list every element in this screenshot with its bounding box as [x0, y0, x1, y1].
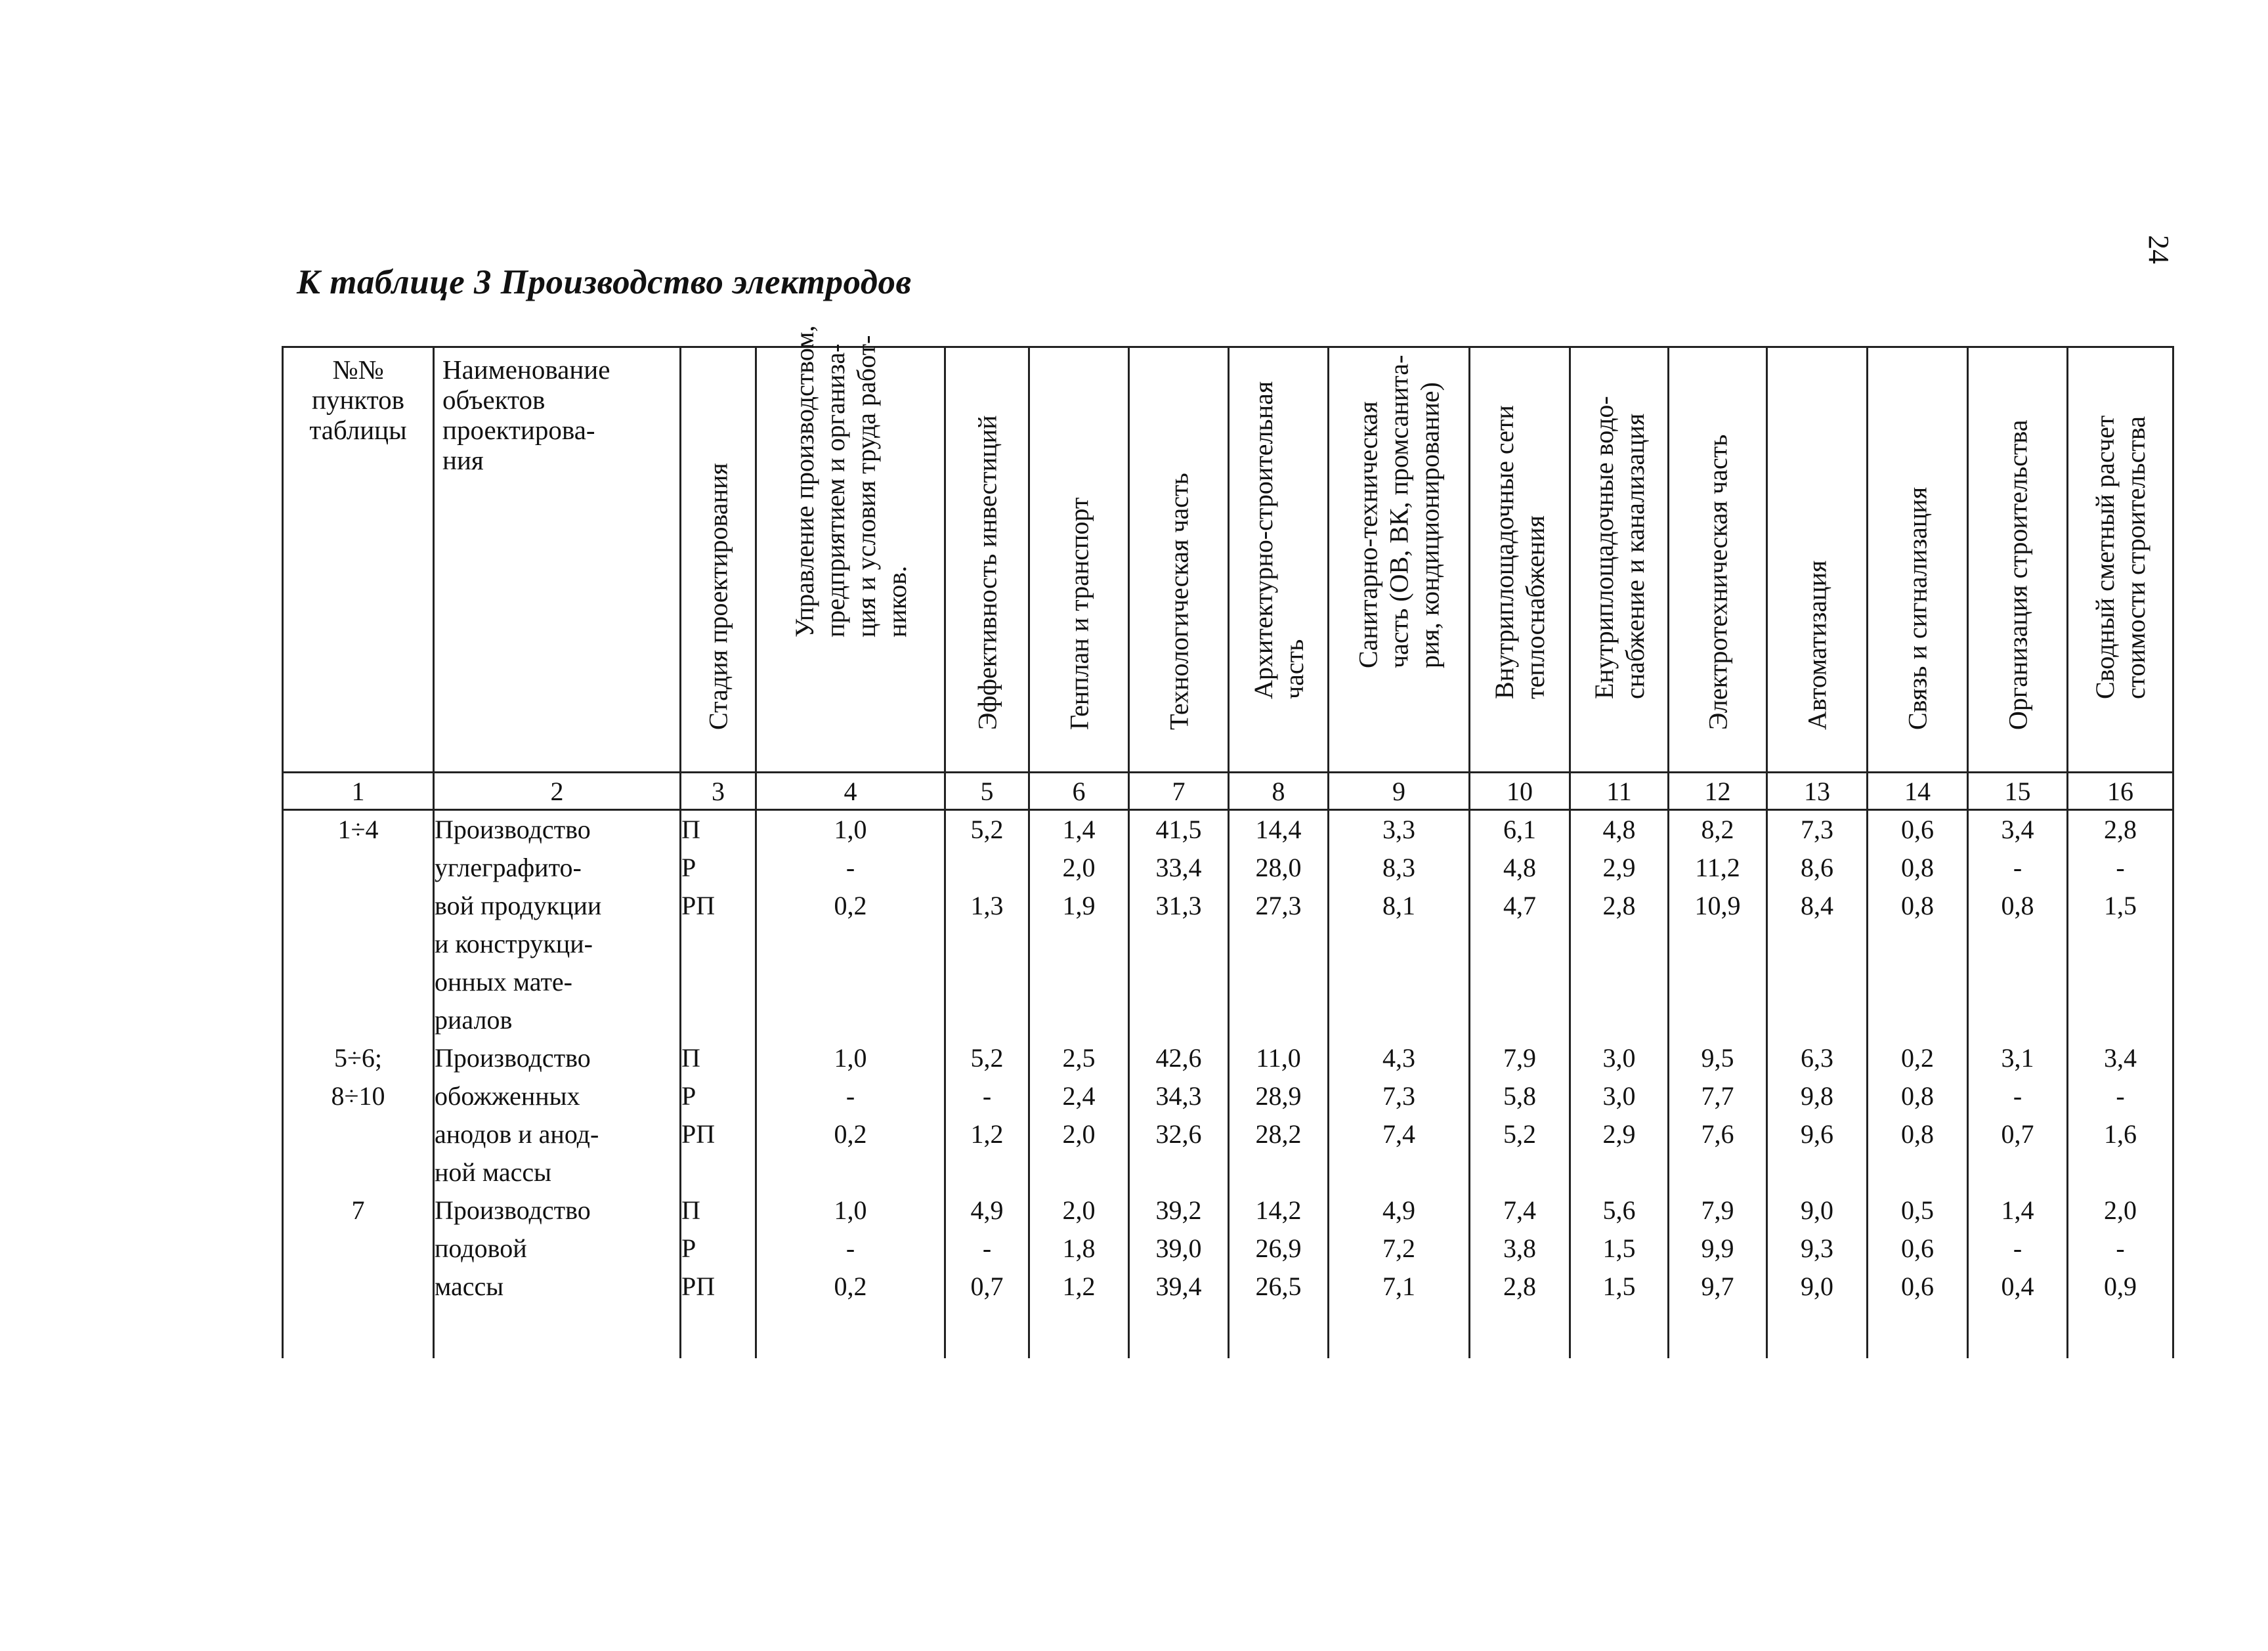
value: 3,0 [1602, 1043, 1636, 1073]
table-row [283, 810, 2173, 1040]
column-number: 3 [681, 773, 756, 810]
value: 3,3 [1382, 815, 1415, 844]
table-cell [1767, 1191, 1868, 1358]
table-cell [1470, 1039, 1570, 1191]
table-cell [945, 1039, 1029, 1191]
cost-distribution-table [282, 325, 2174, 1358]
object-name-line: анодов и анод- [435, 1119, 599, 1149]
value: 2,8 [1602, 891, 1636, 920]
page-title: К таблице 3 Производство электродов [297, 263, 912, 301]
header-label: Связь и сигнализация [1902, 486, 1933, 730]
value: 0,9 [2104, 1272, 2137, 1301]
design-stage: РП [681, 1119, 716, 1149]
value: 33,4 [1155, 853, 1202, 882]
value: 7,4 [1382, 1119, 1415, 1149]
value: 3,4 [2001, 815, 2034, 844]
header-cell [1470, 347, 1570, 773]
value: 3,0 [1602, 1081, 1636, 1111]
column-number: 8 [1229, 773, 1329, 810]
value: - [845, 853, 855, 882]
value: 1,0 [834, 1043, 867, 1073]
value: 2,9 [1602, 853, 1636, 882]
value: 4,8 [1602, 815, 1636, 844]
design-stage: П [681, 1043, 700, 1073]
header-cell [1129, 347, 1229, 773]
value: 7,7 [1701, 1081, 1734, 1111]
table-cell [1229, 1191, 1329, 1358]
value: 9,5 [1701, 1043, 1734, 1073]
column-number: 7 [1129, 773, 1229, 810]
value: 3,8 [1503, 1233, 1536, 1263]
value: 0,2 [1901, 1043, 1934, 1073]
header-cell [434, 347, 681, 773]
value: 2,0 [2104, 1195, 2137, 1225]
table-cell [756, 1191, 945, 1358]
header-label: Автоматизация [1802, 560, 1832, 730]
design-stage: Р [681, 1081, 696, 1111]
column-number: 2 [434, 773, 681, 810]
value: 2,0 [1062, 1119, 1096, 1149]
table-cell [756, 1039, 945, 1191]
value: 1,5 [1602, 1272, 1636, 1301]
value [946, 849, 1028, 887]
table-cell [1767, 810, 1868, 1040]
value: 28,0 [1255, 853, 1302, 882]
value: 9,0 [1801, 1195, 1833, 1225]
value: 31,3 [1155, 891, 1202, 920]
table-cell [1029, 1039, 1129, 1191]
value: 5,6 [1602, 1195, 1636, 1225]
value: 0,6 [1901, 1233, 1934, 1263]
header-label: Эффективность инвестиций [972, 415, 1002, 730]
value: 0,2 [834, 1119, 867, 1149]
value: 39,2 [1155, 1195, 1202, 1225]
value: 9,8 [1801, 1081, 1833, 1111]
table-cell [2068, 1191, 2173, 1358]
table-cell [1229, 810, 1329, 1040]
header-label: Архитектурно-строительная часть [1248, 381, 1309, 699]
table-cell [434, 1039, 681, 1191]
value: 7,2 [1382, 1233, 1415, 1263]
table-cell [945, 1191, 1029, 1358]
object-name-line: Производство [435, 1195, 591, 1225]
value: 1,8 [1062, 1233, 1096, 1263]
table-cell [1868, 1191, 1968, 1358]
page-number: 24 [2143, 235, 2175, 264]
object-name-line: риалов [435, 1005, 513, 1035]
object-name-line: и конструкци- [435, 929, 593, 958]
value: 28,2 [1255, 1119, 1302, 1149]
value: 2,9 [1602, 1119, 1636, 1149]
value: 9,3 [1801, 1233, 1833, 1263]
object-name-line: массы [435, 1272, 504, 1301]
value: 0,2 [834, 891, 867, 920]
table-cell [1968, 1191, 2068, 1358]
value: 27,3 [1255, 891, 1302, 920]
table-cell [1968, 1039, 2068, 1191]
value: - [2013, 853, 2022, 882]
column-number: 5 [945, 773, 1029, 810]
column-number: 16 [2068, 773, 2173, 810]
header-cell [2068, 347, 2173, 773]
value: 11,2 [1695, 853, 1740, 882]
value: 9,9 [1701, 1233, 1734, 1263]
value: 0,8 [1901, 1119, 1934, 1149]
value: - [2116, 853, 2125, 882]
value: 1,5 [1602, 1233, 1636, 1263]
header-label: Наименование объектов проектирова- ния [442, 354, 610, 475]
value: - [2013, 1081, 2022, 1111]
table-cell [1868, 1039, 1968, 1191]
value: 2,0 [1062, 853, 1096, 882]
value: 6,3 [1801, 1043, 1833, 1073]
value: 2,5 [1062, 1043, 1096, 1073]
header-cell [283, 347, 434, 773]
table-cell [1669, 810, 1767, 1040]
column-number: 4 [756, 773, 945, 810]
column-number: 9 [1329, 773, 1470, 810]
design-stage: П [681, 815, 700, 844]
column-number: 6 [1029, 773, 1129, 810]
value: 28,9 [1255, 1081, 1302, 1111]
value: 7,4 [1503, 1195, 1536, 1225]
header-label: Стадия проектирования [703, 463, 733, 730]
header-cell [1029, 347, 1129, 773]
value: 1,0 [834, 1195, 867, 1225]
table-cell [283, 1039, 434, 1191]
column-number: 12 [1669, 773, 1767, 810]
header-label: Санитарно-техническая часть (ОВ, ВК, промсанита- рия, кондиционирование) [1353, 354, 1445, 668]
value: 0,4 [2001, 1272, 2034, 1301]
value: 4,7 [1503, 891, 1536, 920]
table-cell [1129, 810, 1229, 1040]
column-number: 11 [1570, 773, 1669, 810]
table-cell [681, 810, 756, 1040]
value: 6,1 [1503, 815, 1536, 844]
value: 10,9 [1694, 891, 1741, 920]
value: 0,7 [2001, 1119, 2034, 1149]
table-cell [1669, 1191, 1767, 1358]
value: 8,3 [1382, 853, 1415, 882]
table-cell [1570, 1039, 1669, 1191]
object-name-line: углеграфито- [435, 853, 582, 882]
value: 1,2 [1062, 1272, 1096, 1301]
table-cell [1868, 810, 1968, 1040]
header-cell [1329, 347, 1470, 773]
header-label: Внутриплощадочные сети теплоснабжения [1489, 405, 1550, 699]
value: 8,4 [1801, 891, 1833, 920]
column-number-row [283, 773, 2173, 810]
value: 0,8 [1901, 853, 1934, 882]
value: 9,7 [1701, 1272, 1734, 1301]
design-stage: П [681, 1195, 700, 1225]
value: 41,5 [1155, 815, 1202, 844]
value: - [845, 1081, 855, 1111]
value: 7,3 [1801, 815, 1833, 844]
object-name-line: подовой [435, 1233, 527, 1263]
value: 7,9 [1701, 1195, 1734, 1225]
value: 0,5 [1901, 1195, 1934, 1225]
value: 4,9 [1382, 1195, 1415, 1225]
value: 5,8 [1503, 1081, 1536, 1111]
object-name-line: обожженных [435, 1081, 580, 1111]
item-number: 1÷4 [337, 815, 379, 844]
value: 42,6 [1155, 1043, 1202, 1073]
table-cell [434, 1191, 681, 1358]
value: 4,8 [1503, 853, 1536, 882]
column-number: 15 [1968, 773, 2068, 810]
table-cell [1470, 810, 1570, 1040]
value: 5,2 [970, 815, 1004, 844]
header-cell [1767, 347, 1868, 773]
table-header-row [283, 347, 2173, 773]
value: 0,8 [2001, 891, 2034, 920]
value: 0,8 [1901, 1081, 1934, 1111]
column-number: 13 [1767, 773, 1868, 810]
value: 3,4 [2104, 1043, 2137, 1073]
table-cell [945, 810, 1029, 1040]
value: - [2116, 1233, 2125, 1263]
value: 14,4 [1255, 815, 1302, 844]
column-number: 10 [1470, 773, 1570, 810]
table-cell [1767, 1039, 1868, 1191]
header-cell [1229, 347, 1329, 773]
value: 5,2 [1503, 1119, 1536, 1149]
table-cell [434, 810, 681, 1040]
value: 2,8 [2104, 815, 2137, 844]
table-cell [2068, 810, 2173, 1040]
object-name-line: ной массы [435, 1157, 551, 1187]
header-label: Сводный сметный расчет стоимости строительства [2090, 415, 2150, 699]
table-cell [1570, 810, 1669, 1040]
header-cell [945, 347, 1029, 773]
value: 1,4 [1062, 815, 1096, 844]
value: - [982, 1081, 992, 1111]
value: 0,2 [834, 1272, 867, 1301]
object-name-line: Производство [435, 815, 591, 844]
value: - [2013, 1233, 2022, 1263]
header-label: Технологическая часть [1164, 473, 1193, 730]
header-cell [756, 325, 945, 773]
table-cell [1029, 1191, 1129, 1358]
value: 1,6 [2104, 1119, 2137, 1149]
object-name-line: Производство [435, 1043, 591, 1073]
item-number: 7 [351, 1195, 365, 1225]
table-cell [1329, 1039, 1470, 1191]
value: 8,1 [1382, 891, 1415, 920]
value: 2,4 [1062, 1081, 1096, 1111]
column-number: 1 [283, 773, 434, 810]
object-name-line: онных мате- [435, 967, 572, 997]
header-label: Организация строительства [2003, 419, 2032, 730]
value: 39,0 [1155, 1233, 1202, 1263]
value: 14,2 [1255, 1195, 1302, 1225]
design-stage: Р [681, 853, 696, 882]
header-cell [1669, 347, 1767, 773]
value: 32,6 [1155, 1119, 1202, 1149]
table-cell [1129, 1191, 1229, 1358]
value: 1,2 [970, 1119, 1004, 1149]
value: 0,8 [1901, 891, 1934, 920]
table-row [283, 1039, 2173, 1191]
value: 1,3 [970, 891, 1004, 920]
table-cell [2068, 1039, 2173, 1191]
value: 1,0 [834, 815, 867, 844]
value: 7,6 [1701, 1119, 1734, 1149]
item-number: 5÷6; [333, 1043, 383, 1073]
value: 9,6 [1801, 1119, 1833, 1149]
table-cell [1669, 1039, 1767, 1191]
table-row [283, 1191, 2173, 1358]
header-label: Электротехническая часть [1703, 434, 1732, 730]
value: 11,0 [1256, 1043, 1301, 1073]
table-cell [1470, 1191, 1570, 1358]
header-label: Енутриплощадочные водо- снабжение и канализация [1589, 396, 1650, 699]
table-cell [1129, 1039, 1229, 1191]
value: 0,6 [1901, 1272, 1934, 1301]
table-cell [1968, 810, 2068, 1040]
value: 34,3 [1155, 1081, 1202, 1111]
value: 9,0 [1801, 1272, 1833, 1301]
table-cell [283, 810, 434, 1040]
header-cell [1968, 347, 2068, 773]
value: 0,7 [970, 1272, 1004, 1301]
table-cell [1029, 810, 1129, 1040]
header-cell [1570, 347, 1669, 773]
value: 1,4 [2001, 1195, 2034, 1225]
value: 7,9 [1503, 1043, 1536, 1073]
header-label: Генплан и транспорт [1064, 497, 1094, 730]
table-cell [283, 1191, 434, 1358]
table-cell [756, 810, 945, 1040]
value: 2,0 [1062, 1195, 1096, 1225]
column-number: 14 [1868, 773, 1968, 810]
design-stage: Р [681, 1233, 696, 1263]
value: 1,9 [1062, 891, 1096, 920]
header-cell [1868, 347, 1968, 773]
table-cell [1329, 1191, 1470, 1358]
value: 0,6 [1901, 815, 1934, 844]
table-cell [681, 1039, 756, 1191]
value: 4,9 [970, 1195, 1004, 1225]
value: 8,6 [1801, 853, 1833, 882]
design-stage: РП [681, 1272, 716, 1301]
table-cell [681, 1191, 756, 1358]
value: - [2116, 1081, 2125, 1111]
value: 26,5 [1255, 1272, 1302, 1301]
object-name-line: вой продукции [435, 891, 602, 920]
value: 4,3 [1382, 1043, 1415, 1073]
value: - [982, 1233, 992, 1263]
value: 7,3 [1382, 1081, 1415, 1111]
value: 1,5 [2104, 891, 2137, 920]
table-cell [1229, 1039, 1329, 1191]
header-cell [681, 347, 756, 773]
value: 39,4 [1155, 1272, 1202, 1301]
table-cell [1570, 1191, 1669, 1358]
item-number: 8÷10 [331, 1081, 385, 1111]
value: 3,1 [2001, 1043, 2034, 1073]
design-stage: РП [681, 891, 716, 920]
value: 2,8 [1503, 1272, 1536, 1301]
header-label: №№ пунктов таблицы [309, 354, 407, 445]
value: - [845, 1233, 855, 1263]
header-label: Управление производством, предприятием и организа- ция и условия труда работ- ников. [789, 325, 912, 637]
value: 7,1 [1382, 1272, 1415, 1301]
table-cell [1329, 810, 1470, 1040]
value: 26,9 [1255, 1233, 1302, 1263]
value: 5,2 [970, 1043, 1004, 1073]
value: 8,2 [1701, 815, 1734, 844]
